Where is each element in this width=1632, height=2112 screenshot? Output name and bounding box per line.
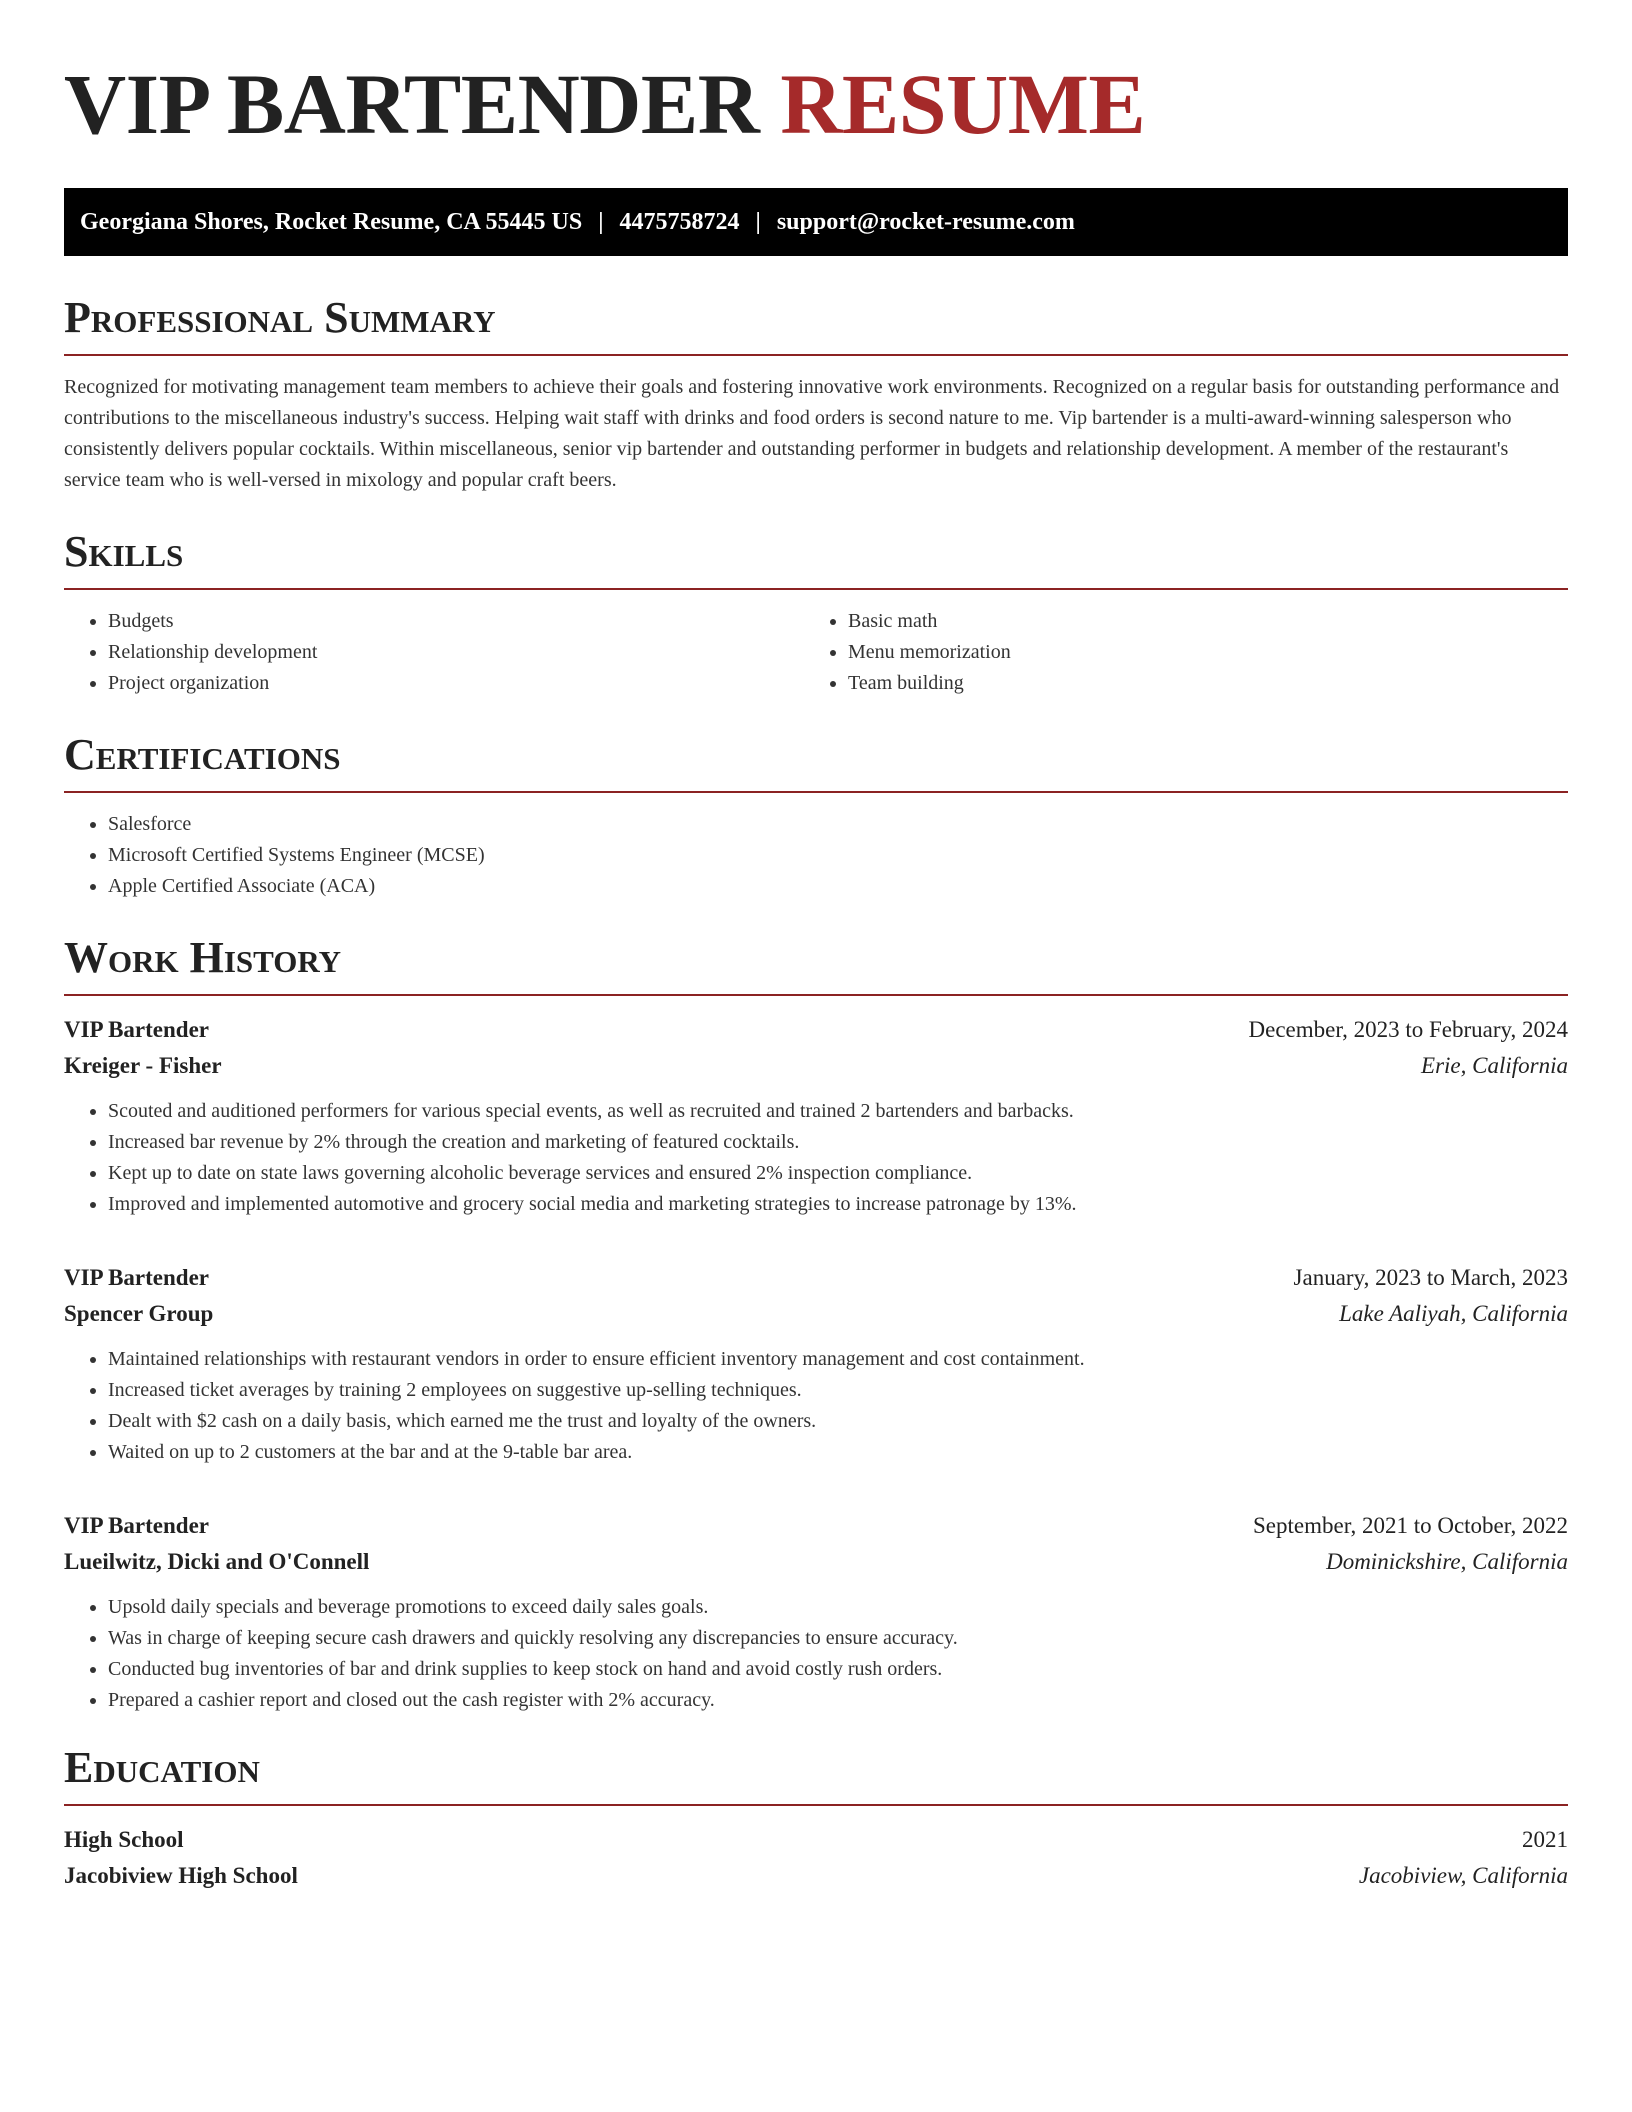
contact-separator: | [755,208,761,235]
education-year: 2021 [1522,1827,1568,1852]
job-title: VIP Bartender [64,1513,210,1538]
job-title: VIP Bartender [64,1017,210,1042]
job-company: Spencer Group [64,1301,214,1326]
job-company-row [64,1048,1568,1084]
resume-title [64,56,1568,152]
job-dates: September, 2021 to October, 2022 [1253,1513,1568,1538]
job-company-row [64,1544,1568,1580]
summary-section [64,292,1568,496]
job-bullet: • Kept up to date on state laws governing alcoholic beverage services and ensured 2% inspection compliance. [108,1158,1568,1189]
contact-bar [64,188,1568,256]
job-entry [64,1508,1568,1716]
contact-email: support@rocket-resume.com [776,208,1075,235]
job-title-row [64,1508,1568,1544]
work-history-heading: Work History [64,932,1568,996]
skill-item: • Team building [848,668,1544,699]
job-bullet: • Scouted and auditioned performers for various special events, as well as recruited and trained 2 bartenders and barbacks. [108,1096,1568,1127]
job-bullet: • Dealt with $2 cash on a daily basis, which earned me the trust and loyalty of the owners. [108,1406,1568,1437]
job-bullets [64,1096,1568,1220]
skills-list-right [804,606,1544,699]
job-location: Erie, California [1421,1053,1568,1078]
certification-item: • Microsoft Certified Systems Engineer (MCSE) [108,840,1568,871]
summary-text: Recognized for motivating management team members to achieve their goals and fostering innovative work environments. Recognized on a regular basis for outstanding performance and contributions to the miscellaneous industry's success. Helping wait staff with drinks and food orders is second nature to me. Vip bartender is a multi-award-winning salesperson who consistently delivers popular cocktails. Within miscellaneous, senior vip bartender and outstanding performer in budgets and relationship development. A member of the restaurant's service team who is well-versed in mixology and popular craft beers. [64,376,1560,491]
job-bullets [64,1592,1568,1716]
skills-heading: Skills [64,526,1568,590]
job-bullet: • Upsold daily specials and beverage promotions to exceed daily sales goals. [108,1592,1568,1623]
skill-item: • Budgets [108,606,804,637]
education-entry [64,1822,1568,1894]
contact-address: Georgiana Shores, Rocket Resume, CA 55445 US [80,208,583,235]
job-entry [64,1012,1568,1220]
skills-grid [64,606,1568,699]
education-degree-row [64,1822,1568,1858]
job-bullet: • Was in charge of keeping secure cash drawers and quickly resolving any discrepancies to ensure accuracy. [108,1623,1568,1654]
skills-list-left [64,606,804,699]
job-bullet: • Prepared a cashier report and closed out the cash register with 2% accuracy. [108,1685,1568,1716]
skills-section [64,526,1568,699]
job-dates: January, 2023 to March, 2023 [1293,1265,1568,1290]
certifications-list [64,809,1568,902]
certification-item: • Apple Certified Associate (ACA) [108,871,1568,902]
job-title-row [64,1260,1568,1296]
contact-phone: 4475758724 [619,208,740,235]
skill-item: • Project organization [108,668,804,699]
skill-item: • Basic math [848,606,1544,637]
education-heading: Education [64,1742,1568,1806]
job-company: Kreiger - Fisher [64,1053,222,1078]
skill-item: • Menu memorization [848,637,1544,668]
job-location: Lake Aaliyah, California [1339,1301,1568,1326]
skill-item: • Relationship development [108,637,804,668]
job-bullets [64,1344,1568,1468]
job-entry [64,1260,1568,1468]
work-history-section [64,932,1568,1716]
education-degree: High School [64,1827,184,1852]
job-bullet: • Conducted bug inventories of bar and drink supplies to keep stock on hand and avoid costly rush orders. [108,1654,1568,1685]
certifications-heading: Certifications [64,729,1568,793]
education-section [64,1742,1568,1894]
job-company-row [64,1296,1568,1332]
job-dates: December, 2023 to February, 2024 [1248,1017,1568,1042]
title-accent: RESUME [780,56,1146,152]
education-school-row [64,1858,1568,1894]
education-location: Jacobiview, California [1358,1863,1568,1888]
title-main: VIP BARTENDER [64,56,760,152]
summary-heading: Professional Summary [64,292,1568,356]
job-bullet: • Maintained relationships with restaurant vendors in order to ensure efficient inventory management and cost containment. [108,1344,1568,1375]
certification-item: • Salesforce [108,809,1568,840]
contact-separator: | [598,208,604,235]
job-company: Lueilwitz, Dicki and O'Connell [64,1549,370,1574]
job-title-row [64,1012,1568,1048]
job-bullet: • Waited on up to 2 customers at the bar and at the 9-table bar area. [108,1437,1568,1468]
job-bullet: • Increased bar revenue by 2% through the creation and marketing of featured cocktails. [108,1127,1568,1158]
job-title: VIP Bartender [64,1265,210,1290]
certifications-section [64,729,1568,902]
education-school: Jacobiview High School [64,1863,298,1888]
job-location: Dominickshire, California [1326,1549,1568,1574]
job-bullet: • Increased ticket averages by training 2 employees on suggestive up-selling techniques. [108,1375,1568,1406]
job-bullet: • Improved and implemented automotive and grocery social media and marketing strategies to increase patronage by 13%. [108,1189,1568,1220]
